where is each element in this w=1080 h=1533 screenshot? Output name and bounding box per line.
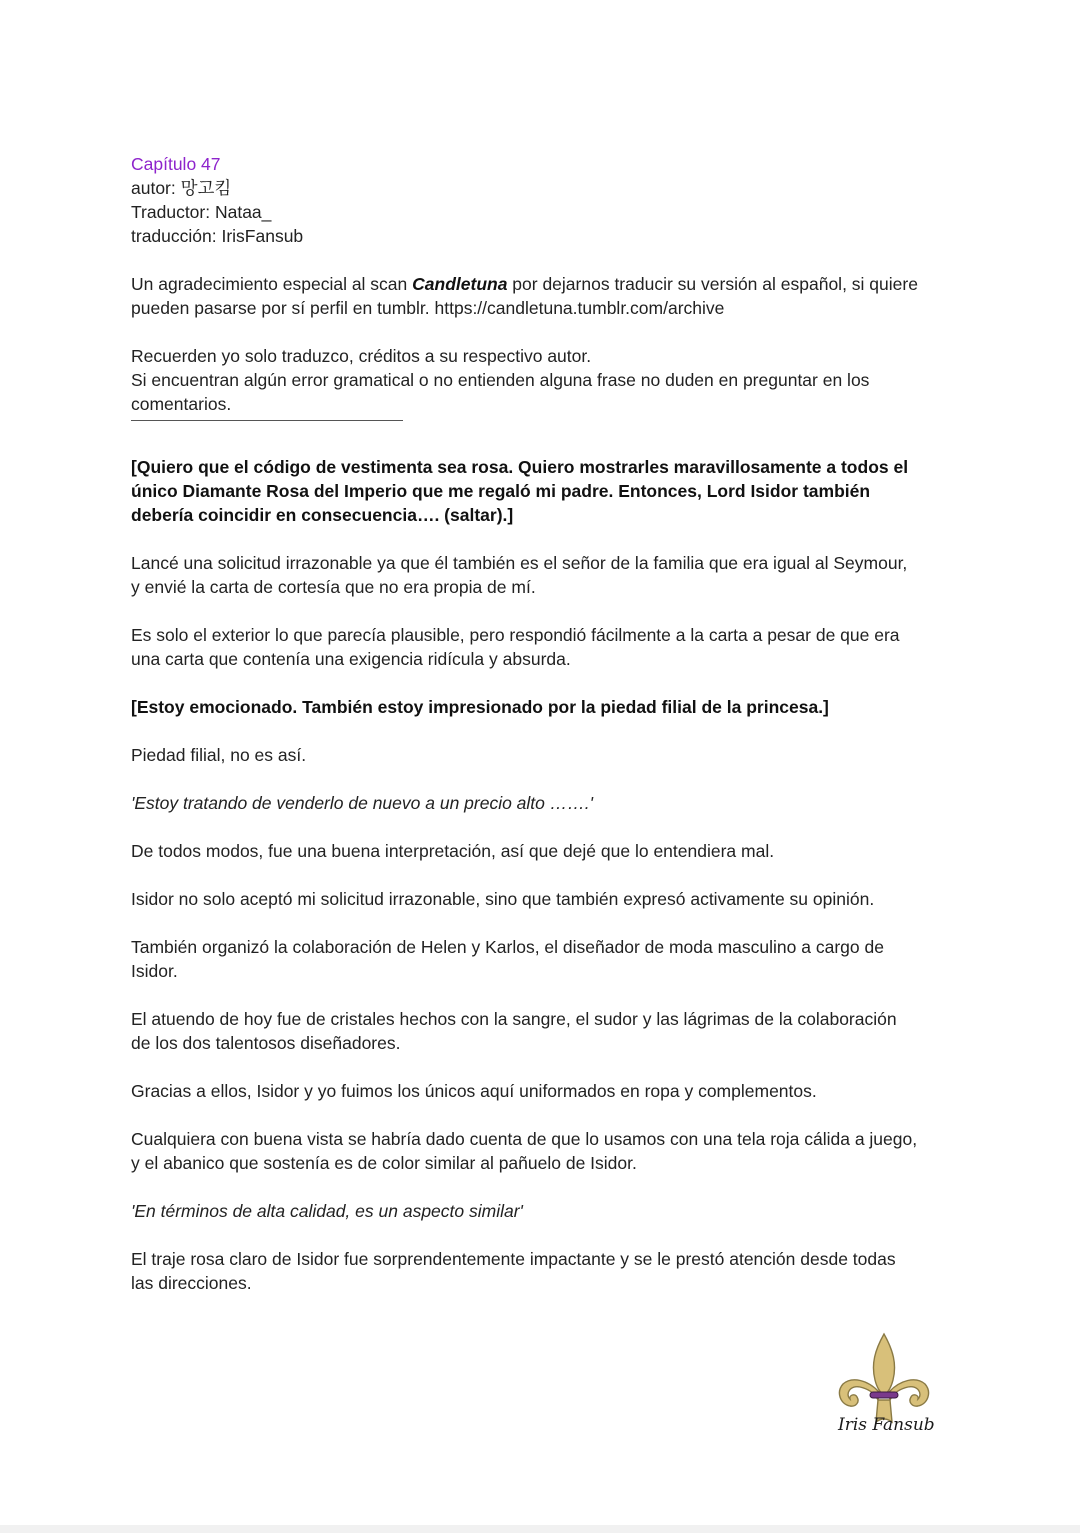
story-paragraph [131,1079,961,1103]
story-line: 'En términos de alta calidad, es un aspecto similar' [131,1201,523,1221]
notice-line-3: comentarios. [131,394,232,414]
translator-line: Traductor: Nataa_ [131,202,272,222]
story-paragraph [131,1247,961,1295]
story-line: Isidor. [131,961,178,981]
story-line: una carta que contenía una exigencia ridícula y absurda. [131,649,571,669]
story-line: El atuendo de hoy fue de cristales hechos con la sangre, el sudor y las lágrimas de la colaboración [131,1009,897,1029]
thanks-text-after: por dejarnos traducir su versión al español, si quiere [507,274,918,294]
scan-name: Candletuna [412,274,508,294]
notice-paragraph [131,344,961,416]
story-paragraph [131,1007,961,1055]
document-body [131,152,961,1319]
story-line: [Quiero que el código de vestimenta sea rosa. Quiero mostrarles maravillosamente a todos el [131,457,909,477]
notice-line-2: Si encuentran algún error gramatical o no entienden alguna frase no duden en preguntar en los [131,370,870,390]
author-line: autor: 망고킴 [131,178,232,198]
chapter-title: Capítulo 47 [131,154,221,174]
bottom-edge-bar [0,1525,1080,1533]
story-text [131,455,961,1295]
story-line: También organizó la colaboración de Helen y Karlos, el diseñador de moda masculino a cargo de [131,937,884,957]
story-line: Lancé una solicitud irrazonable ya que él también es el señor de la familia que era igual al Seymour, [131,553,908,573]
story-line: [Estoy emocionado. También estoy impresionado por la piedad filial de la princesa.] [131,697,829,717]
story-line: Cualquiera con buena vista se habría dado cuenta de que lo usamos con una tela roja cálida a juego, [131,1129,918,1149]
story-paragraph [131,743,961,767]
story-line: Isidor no solo aceptó mi solicitud irrazonable, sino que también expresó activamente su opinión. [131,889,875,909]
story-line: 'Estoy tratando de venderlo de nuevo a un precio alto …….' [131,793,593,813]
story-line: y el abanico que sostenía es de color similar al pañuelo de Isidor. [131,1153,637,1173]
thanks-line-2: pueden pasarse por sí perfil en tumblr. https://candletuna.tumblr.com/archive [131,298,725,318]
thanks-paragraph [131,272,961,320]
translation-line: traducción: IrisFansub [131,226,304,246]
story-paragraph [131,695,961,719]
story-line: Gracias a ellos, Isidor y yo fuimos los únicos aquí uniformados en ropa y complementos. [131,1081,817,1101]
story-line: único Diamante Rosa del Imperio que me regaló mi padre. Entonces, Lord Isidor también [131,481,871,501]
story-line: de los dos talentosos diseñadores. [131,1033,401,1053]
story-line: Piedad filial, no es así. [131,745,307,765]
story-line: Es solo el exterior lo que parecía plausible, pero respondió fácilmente a la carta a pesar de que era [131,625,900,645]
chapter-header [131,152,961,248]
story-paragraph [131,791,961,815]
thanks-text-before: Un agradecimiento especial al scan [131,274,413,294]
story-line: debería coincidir en consecuencia…. (saltar).] [131,505,514,525]
section-divider [131,420,403,421]
watermark-text: Iris Fansub [838,1415,935,1435]
story-paragraph [131,1127,961,1175]
story-line: El traje rosa claro de Isidor fue sorprendentemente impactante y se le prestó atención desde todas [131,1249,896,1269]
notice-line-1: Recuerden yo solo traduzco, créditos a su respectivo autor. [131,346,592,366]
story-paragraph [131,1199,961,1223]
story-line: De todos modos, fue una buena interpretación, así que dejé que lo entendiera mal. [131,841,775,861]
story-line: y envié la carta de cortesía que no era propia de mí. [131,577,536,597]
story-paragraph [131,839,961,863]
story-paragraph [131,935,961,983]
story-paragraph [131,551,961,599]
thanks-line-1 [131,272,961,296]
story-paragraph [131,455,961,527]
story-line: las direcciones. [131,1273,252,1293]
story-paragraph [131,623,961,671]
story-paragraph [131,887,961,911]
